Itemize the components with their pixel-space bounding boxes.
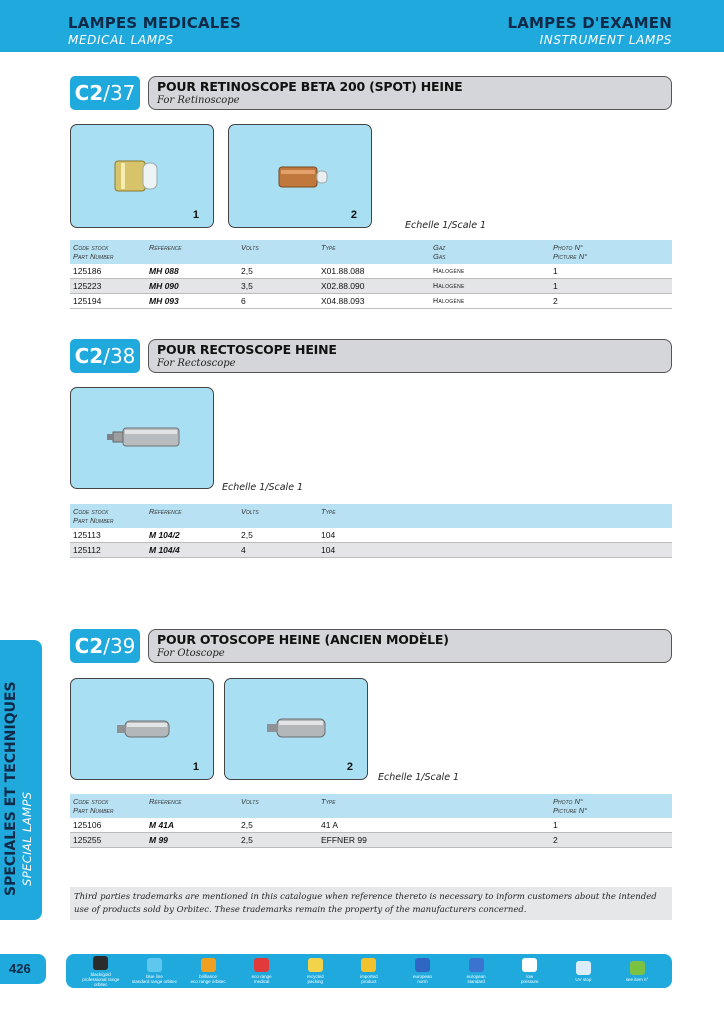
product-photo <box>70 678 214 780</box>
volts-cell: 6 <box>238 294 318 309</box>
col-code-header: Code stock Part Number <box>70 794 146 818</box>
type-cell: 104 <box>318 543 430 558</box>
empty-cell <box>430 528 672 543</box>
volts-cell: 2,5 <box>238 818 318 833</box>
section-code-badge: C2/39 <box>70 629 140 663</box>
section-subtitle: For Retinoscope <box>157 95 240 106</box>
photo-cell: 1 <box>550 264 672 279</box>
photo-number: 1 <box>192 761 199 773</box>
sidebar-label-en: SPECIAL LAMPS <box>20 791 34 886</box>
section-title: POUR RECTOSCOPE HEINE <box>157 342 337 357</box>
uv-stop-icon <box>576 961 591 975</box>
section-title-box <box>148 76 672 110</box>
legend-item: UV stop <box>558 961 608 982</box>
scale-note: Echelle 1/Scale 1 <box>222 482 304 493</box>
legend-item: eco range medical <box>237 958 287 984</box>
col-photo-header: Photo N° Picture N° <box>550 240 672 264</box>
col-type-header: Type <box>318 240 430 264</box>
brilliance-icon <box>201 958 216 972</box>
photo-number: 2 <box>350 209 357 221</box>
type-cell: X02.88.090 <box>318 279 430 294</box>
col-volts-header: Volts <box>238 794 318 818</box>
sidebar-label <box>3 681 34 896</box>
page-number: 426 <box>0 954 46 984</box>
product-photo <box>70 124 214 228</box>
col-photo-header: Photo N° Picture N° <box>550 794 672 818</box>
section-code-badge: C2/37 <box>70 76 140 110</box>
photo-number: 2 <box>346 761 353 773</box>
legend-item: brilliance eco range orbitec <box>183 958 233 984</box>
spec-table <box>70 794 672 848</box>
type-cell: EFFNER 99 <box>318 833 550 848</box>
col-volts-header: Volts <box>238 240 318 264</box>
code-cell: 125112 <box>70 543 146 558</box>
section-subtitle: For Rectoscope <box>157 358 236 369</box>
photo-number: 1 <box>192 209 199 221</box>
reference-cell: MH 093 <box>146 294 238 309</box>
scale-note: Echelle 1/Scale 1 <box>378 772 460 783</box>
see-item-icon <box>630 961 645 975</box>
type-cell: 41 A <box>318 818 550 833</box>
reference-cell: M 104/2 <box>146 528 238 543</box>
table-row <box>70 818 672 833</box>
table-row <box>70 279 672 294</box>
col-reference-header: Référence <box>146 794 238 818</box>
code-cell: 125113 <box>70 528 146 543</box>
gas-cell: Halogène <box>430 279 550 294</box>
col-code-header: Code stock Part Number <box>70 504 146 528</box>
col-gas-header: Gaz Gas <box>430 240 550 264</box>
legend-item: recycled packing <box>290 958 340 984</box>
photo-cell: 2 <box>550 294 672 309</box>
gas-cell: Halogène <box>430 294 550 309</box>
volts-cell: 2,5 <box>238 833 318 848</box>
section-title-box <box>148 629 672 663</box>
type-cell: X01.88.088 <box>318 264 430 279</box>
product-photo <box>70 387 214 489</box>
col-reference-header: Référence <box>146 240 238 264</box>
legend-item: european standard <box>451 958 501 984</box>
volts-cell: 3,5 <box>238 279 318 294</box>
code-cell: 125106 <box>70 818 146 833</box>
header-category-en: MEDICAL LAMPS <box>68 33 174 47</box>
legend-item: low pressure <box>505 958 555 984</box>
legend-item: imported product <box>344 958 394 984</box>
table-row <box>70 294 672 309</box>
volts-cell: 2,5 <box>238 264 318 279</box>
reference-cell: MH 090 <box>146 279 238 294</box>
type-cell: X04.88.093 <box>318 294 430 309</box>
tested-packing-icon <box>308 958 323 972</box>
table-row <box>70 833 672 848</box>
lamp-image <box>71 388 215 490</box>
trademark-disclaimer: Third parties trademarks are mentioned in this catalogue when reference thereto is necessary to inform customers about the intended use of products sold by Orbitec. These trademarks remain the property of the manufacturers concerned. <box>70 887 672 920</box>
volts-cell: 4 <box>238 543 318 558</box>
col-type-header: Type <box>318 504 430 528</box>
legend-item: blue line standard range orbitec <box>129 958 179 984</box>
header-category-fr: LAMPES MEDICALES <box>68 14 241 32</box>
imported-product-icon <box>361 958 376 972</box>
col-code-header: Code stock Part Number <box>70 240 146 264</box>
type-cell: 104 <box>318 528 430 543</box>
section-code-badge: C2/38 <box>70 339 140 373</box>
sidebar-label-fr: SPECIALES ET TECHNIQUES <box>3 681 19 896</box>
eco-range-icon <box>254 958 269 972</box>
table-row <box>70 528 672 543</box>
table-row <box>70 543 672 558</box>
code-cell: 125186 <box>70 264 146 279</box>
section-title-box <box>148 339 672 373</box>
col-reference-header: Référence <box>146 504 238 528</box>
table-row <box>70 264 672 279</box>
col-volts-header: Volts <box>238 504 318 528</box>
footer-legend-bar <box>66 954 672 988</box>
reference-cell: M 99 <box>146 833 238 848</box>
product-photo <box>228 124 372 228</box>
legend-item: see item n° <box>612 961 662 982</box>
code-cell: 125194 <box>70 294 146 309</box>
header-subcategory-fr: LAMPES D'EXAMEN <box>507 14 672 32</box>
low-pressure-icon <box>522 958 537 972</box>
product-photo <box>224 678 368 780</box>
legend-item: european norm <box>398 958 448 984</box>
blue-line-icon <box>147 958 162 972</box>
section-title: POUR OTOSCOPE HEINE (ANCIEN MODÈLE) <box>157 632 449 647</box>
section-title: POUR RETINOSCOPE BETA 200 (SPOT) HEINE <box>157 79 463 94</box>
code-cell: 125255 <box>70 833 146 848</box>
photo-cell: 1 <box>550 818 672 833</box>
page-header <box>0 0 724 52</box>
section-subtitle: For Otoscope <box>157 648 225 659</box>
spec-table <box>70 240 672 309</box>
header-subcategory-en: INSTRUMENT LAMPS <box>539 33 672 47</box>
european-standard-icon <box>469 958 484 972</box>
code-cell: 125223 <box>70 279 146 294</box>
col-empty-header <box>430 504 672 528</box>
european-norm-icon <box>415 958 430 972</box>
reference-cell: M 104/4 <box>146 543 238 558</box>
reference-cell: M 41A <box>146 818 238 833</box>
reference-cell: MH 088 <box>146 264 238 279</box>
photo-cell: 1 <box>550 279 672 294</box>
spec-table <box>70 504 672 558</box>
legend-item: black/gold professional range orbitec <box>76 956 126 987</box>
photo-cell: 2 <box>550 833 672 848</box>
col-type-header: Type <box>318 794 550 818</box>
volts-cell: 2,5 <box>238 528 318 543</box>
black-gold-icon <box>93 956 108 970</box>
gas-cell: Halogène <box>430 264 550 279</box>
scale-note: Echelle 1/Scale 1 <box>405 220 487 231</box>
empty-cell <box>430 543 672 558</box>
